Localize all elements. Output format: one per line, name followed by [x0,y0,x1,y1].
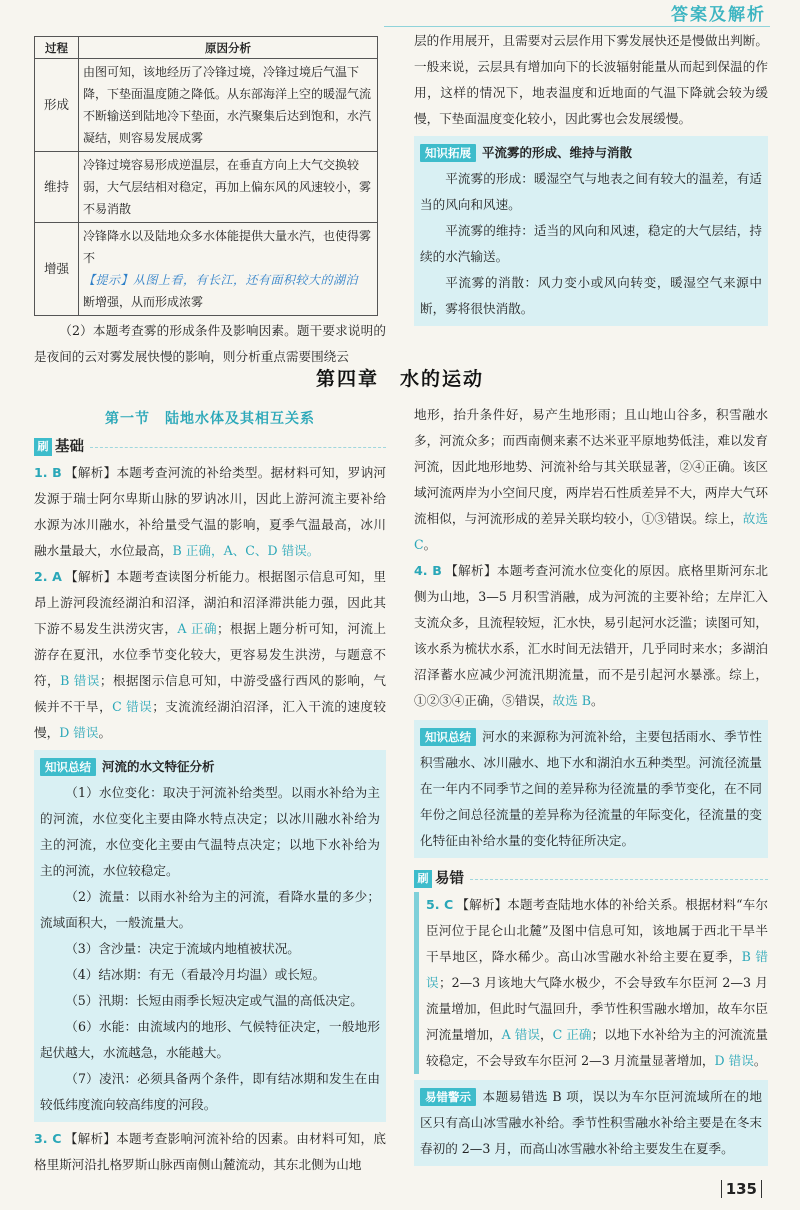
knowledge-summary-tag: 知识总结 [420,728,476,746]
answer-highlight: D 错误 [59,725,99,740]
box-line: 平流雾的维持：适当的风向和风速，稳定的大气层结，持续的水汽输送。 [420,223,762,264]
answer-highlight: B 错误 [426,949,769,990]
box-item: （4）结冰期：有无（看最冷月均温）或长短。 [65,967,326,982]
answer-text: 【解析】本题考查影响河流补给的因素。由材料可知，底格里斯河沿扎格罗斯山脉西南侧山麓流动，其东北侧为山地 [34,1131,386,1172]
box-text: 本题易错选 B 项，误以为车尔臣河流域所在的地区只有高山冰雪融水补给。季节性积雪融水补给主要是在冬末春初的 2—3 月，而高山冰雪融水补给主要发生在夏季。 [420,1089,762,1156]
question-1 [34,460,386,564]
answer-text: 【解析】本题考查河流水位变化的原因。底格里斯河东北侧为山地，3—5 月积雪消融，成为河流的主要补给；左岸汇入支流众多，且流程较短，汇水快，易引起河水泛滥；读图可知，该水系为梳状水系，汇水时间无法错开，几乎同时来水；多湖泊沼泽蓄水应减少河流汛期流量，而不是引起河水暴涨。综上，①②③④正确，⑤错误， [414,563,769,708]
row-text: 冷锋降水以及陆地众多水体能提供大量水汽，也使得雾不 [83,229,372,265]
q-part2-text: （2）本题考查雾的形成条件及影响因素。题干要求说明的是夜间的云对雾发展快慢的影响，则分析重点需要围绕云 [34,323,386,364]
answer-text: 【解析】本题考查河流的补给类型。据材料可知，罗讷河发源于瑞士阿尔卑斯山脉的罗讷冰川，因此上游河流主要补给水源为冰川融水，补给量受气温的影响，夏季气温最高，冰川融水量最大，水位最高， [34,465,387,558]
question-3-continued: 地形，抬升条件好，易产生地形雨；且山地山谷多，积雪融水多，河流众多；而西南侧来素不达米亚平原地势低洼，难以发育河流，因此地形地势、河流补给与其关联显著，②④正确。该区域河流两岸为小空间尺度，两岸岩石性质差异不大，两岸大气环流相似，与河流形成的差异关联均较小，①③错误。综上，故选 C。 [414,407,769,552]
table-row [35,59,378,152]
question-4: 4. B 【解析】本题考查河流水位变化的原因。底格里斯河东北侧为山地，3—5 月积雪消融，成为河流的主要补给；左岸汇入支流众多，且流程较短，汇水快，易引起河水泛滥；读图可知，该水系为梳状水系，汇水时间无法错开，几乎同时来水；多湖泊沼泽蓄水应减少河流汛期流量，而不是引起河水暴涨。综上，①②③④正确，⑤错误，故选 B。 [414,563,769,708]
knowledge-extension-tag: 知识拓展 [420,144,476,162]
question-number: 2. A [34,569,62,584]
error-warning-box [414,1080,768,1166]
question-number: 5. C [426,897,454,912]
header-title: 答案及解析 [671,5,766,25]
left-bottom-column [34,404,386,1178]
answer-text: 【解析】本题考查读图分析能力。根据图示信息可知，里昂上游河段流经湖泊和沼泽，湖泊和沼泽滞洪能力强，因此其下游不易发生洪涝灾害， [34,569,387,636]
answer-highlight: D 错误 [714,1053,754,1068]
errors-heading [414,866,768,892]
analysis-table [34,36,378,316]
answer-text: 。 [98,725,112,740]
answer-highlight: 故选 C [414,511,769,552]
row-key: 维持 [35,152,79,223]
errors-label: 易错 [435,871,464,887]
brush-icon: 刷 [414,870,432,888]
basics-heading [34,434,386,460]
row-text: 由图可知，该地经历了冷锋过境，冷锋过境后气温下降，下垫面温度随之降低。从东部海洋上空的暖湿气流不断输送到陆地冷下垫面，水汽聚集后达到饱和，水汽凝结，则容易发展成雾 [79,59,378,152]
divider [90,447,386,448]
knowledge-summary-tag: 知识总结 [40,758,96,776]
row-text-group [79,223,378,316]
table-row [35,152,378,223]
table-row [35,223,378,316]
answer-text: ；以地下水补给为主的河流流量较稳定，不会导致车尔臣河 2—3 月流量显著增加， [426,1027,768,1068]
question-number: 3. C [34,1131,62,1146]
knowledge-summary-box [34,750,386,1122]
section-title: 第一节 陆地水体及其相互关系 [105,411,315,427]
box-title: 平流雾的形成、维持与消散 [482,145,633,160]
cloud-effect-paragraph: 层的作用展开，且需要对云层作用下雾发展快还是慢做出判断。一般来说，云层具有增加向下的长波辐射能量从而起到保温的作用，这样的情况下，地表温度和近地面的气温下降就会较为缓慢，下垫面温度变化较小，因此雾也会发展缓慢。 [414,33,768,126]
box-text: 河水的来源称为河流补给，主要包括雨水、季节性积雪融水、冰川融水、地下水和湖泊水五种类型。河流径流量在一年内不同季节之间的差异称为径流量的季节变化，在不同年份之间总径流量的差异称为径流量的年际变化，径流量的变化特征由补给水量的变化特征所决定。 [420,729,762,848]
question-5 [414,892,768,1074]
row-key: 增强 [35,223,79,316]
box-item: （2）流量：以雨水补给为主的河流，看降水量的多少；流域面积大，一般流量大。 [40,889,380,930]
error-warning-tag: 易错警示 [420,1088,476,1106]
answer-text: 。 [753,1053,767,1068]
table-header-reason: 原因分析 [79,37,378,59]
answer-text: 【解析】本题考查陆地水体的补给关系。根据材料“车尔臣河位于昆仑山北麓”及图中信息可知，该地属于西北干旱半干旱地区，降水稀少。高山冰雪融水补给主要在夏季， [426,897,768,964]
row-text-cont: 断增强，从而形成浓雾 [83,295,204,309]
answer-text: ；根据上题分析可知，河流上游存在夏汛，水位季节变化较大，更容易发生洪涝，与题意不符， [34,621,387,688]
box-line: 平流雾的消散：风力变小或风向转变，暖湿空气来源中断，雾将很快消散。 [420,275,762,316]
box-item: （3）含沙量：决定于流域内地植被状况。 [65,941,300,956]
chapter-title: 第四章 水的运动 [315,368,484,390]
row-key: 形成 [35,59,79,152]
question-number: 4. B [414,563,442,578]
answer-highlight: B 正确，A、C、D 错误。 [172,543,320,558]
row-text: 冷锋过境容易形成逆温层，在垂直方向上大气交换较弱，大气层结相对稳定，再加上偏东风的风速较小，雾不易消散 [79,152,378,223]
question-3 [34,1126,386,1178]
knowledge-summary-box-2 [414,720,768,858]
box-item: （1）水位变化：取决于河流补给类型。以雨水补给为主的河流，水位变化主要由降水特点决定；以冰川融水补给为主的河流，水位变化主要由气温特点决定；以地下水补给为主的河流，水位较稳定。 [40,785,380,878]
left-top-column [34,36,386,370]
divider [470,879,768,880]
box-item: （5）汛期：长短由雨季长短决定或气温的高低决定。 [65,993,363,1008]
right-top-column [414,28,768,326]
knowledge-extension-box [414,136,768,326]
header-rule [384,26,770,27]
box-line: 平流雾的形成：暖湿空气与地表之间有较大的温差，有适当的风向和风速。 [420,171,762,212]
answer-text: ；支流流经湖泊沼泽，汇入干流的速度较慢， [34,699,387,740]
answer-highlight: A 正确 [177,621,217,636]
answer-text: ；根据图示信息可知，中游受盛行西风的影响，气候并不干旱， [34,673,386,714]
basics-label: 基础 [55,439,84,455]
box-title: 河流的水文特征分析 [102,759,215,774]
question-2 [34,564,386,746]
page-number: 135 [721,1180,762,1198]
answer-highlight: B 错误 [60,673,100,688]
answer-highlight: C 正确 [552,1027,592,1042]
box-item: （7）凌汛：必须具备两个条件，即有结冰期和发生在由较低纬度流向较高纬度的河段。 [40,1071,380,1112]
handwritten-hint: 【提示】从图上看，有长江，还有面积较大的湖泊 [83,273,359,287]
answer-highlight: A 错误 [501,1027,540,1042]
answer-text: ；2—3 月该地大气降水极少，不会导致车尔臣河 2—3 月流量增加，但此时气温回升，季节性积雪融水增加，故车尔臣河流量增加， [426,975,769,1042]
question-number: 1. B [34,465,62,480]
answer-text: 地形，抬升条件好，易产生地形雨；且山地山谷多，积雪融水多，河流众多；而西南侧来素不达米亚平原地势低洼，难以发育河流，因此地形地势、河流补给与其关联显著，②④正确。该区域河流两岸为小空间尺度，两岸岩石性质差异不大，两岸大气环流相似，与河流形成的差异关联均较小，①③错误。综上， [414,407,768,526]
answer-text: ， [540,1027,553,1042]
box-item: （6）水能：由流域内的地形、气候特征决定，一般地形起伏越大，水流越急，水能越大。 [40,1019,380,1060]
table-header-process: 过程 [35,37,79,59]
answer-highlight: C 错误 [112,699,153,714]
right-bottom-column [414,402,768,1166]
brush-icon: 刷 [34,438,52,456]
answer-highlight: 故选 B [552,693,591,708]
